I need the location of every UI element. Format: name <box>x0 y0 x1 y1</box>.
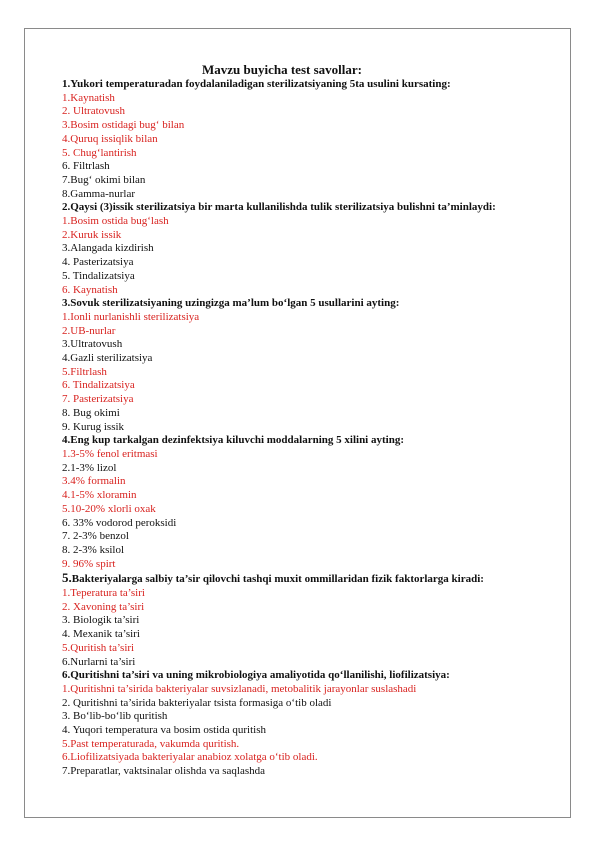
answer-option-correct: 5. Chug‘lantirish <box>62 146 137 159</box>
answer-option: 8. 2-3% ksilol <box>62 543 125 556</box>
answer-option: 4.Gazli sterilizatsiya <box>62 352 153 365</box>
question-number: 2. <box>62 201 71 214</box>
answer-option: 2.1-3% lizol <box>62 461 117 474</box>
answer-option: 7.Bug‘ okimi bilan <box>62 173 146 186</box>
question-6 <box>62 669 562 683</box>
question-list <box>62 78 562 779</box>
answer-option: 8.Gamma-nurlar <box>62 187 135 200</box>
answer-option-correct: 7. Pasterizatsiya <box>62 393 134 406</box>
answer-option: 6. 33% vodorod peroksidi <box>62 516 177 529</box>
question-3 <box>62 297 562 311</box>
answer-option-correct: 1.Teperatura ta’siri <box>62 587 145 600</box>
document-body <box>62 62 562 779</box>
answer-option-correct: 1.Ionli nurlanishli sterilizatsiya <box>62 310 200 323</box>
answer-option: 7. 2-3% benzol <box>62 530 129 543</box>
answer-option: 3.Alangada kizdirish <box>62 242 154 255</box>
answer-option-correct: 5.10-20% xlorli oxak <box>62 502 156 515</box>
answer-option: 5. Tindalizatsiya <box>62 269 135 282</box>
answer-option: 6.Nurlarni ta’siri <box>62 655 136 668</box>
question-text: Bakteriyalarga salbiy ta’sir qilovchi tashqi muxit ommillaridan fizik faktorlarga kiradi: <box>71 573 484 586</box>
answer-option-correct: 2. Xavoning ta’siri <box>62 600 145 613</box>
answer-option-correct: 5.Past temperaturada, vakumda quritish. <box>62 737 240 750</box>
answer-option-correct: 1.Bosim ostida bug‘lash <box>62 215 169 228</box>
question-text: Qaysi (3)issik sterilizatsiya bir marta kullanilishda tulik sterilizatsiya bulishni ta’minlaydi: <box>70 201 496 214</box>
answer-option: 8. Bug okimi <box>62 406 120 419</box>
answer-option-correct: 1.Quritishni ta’sirida bakteriyalar suvsizlanadi, metobalitik jarayonlar suslashadi <box>62 682 417 695</box>
answer-option-correct: 4.1-5% xloramin <box>62 489 137 502</box>
answer-option: 3. Biologik ta’siri <box>62 614 140 627</box>
question-number: 3. <box>62 297 71 310</box>
question-text: Eng kup tarkalgan dezinfektsiya kiluvchi moddalarning 5 xilini ayting: <box>70 434 404 447</box>
question-text: Quritishni ta’siri va uning mikrobiologiya amaliyotida qo‘llanilishi, liofilizatsiya: <box>70 669 450 682</box>
question-4 <box>62 434 562 448</box>
page-title: Mavzu buyicha test savollar: <box>202 62 362 77</box>
question-number: 1. <box>62 78 71 90</box>
answer-option-correct: 2. Ultratovush <box>62 105 125 118</box>
answer-option-correct: 3.4% formalin <box>62 475 126 488</box>
answer-option: 7.Preparatlar, vaktsinalar olishda va saqlashda <box>62 765 265 778</box>
answer-option: 9. Kurug issik <box>62 420 125 433</box>
answer-option-correct: 4.Quruq issiqlik bilan <box>62 132 158 145</box>
answer-option-correct: 2.Kuruk issik <box>62 228 122 241</box>
answer-option-correct: 1.Kaynatish <box>62 91 115 104</box>
answer-option: 6. Filtrlash <box>62 160 110 173</box>
question-number: 5. <box>62 570 72 586</box>
answer-option: 4. Pasterizatsiya <box>62 256 134 269</box>
question-number: 6. <box>62 669 71 682</box>
answer-option-correct: 6. Kaynatish <box>62 283 118 296</box>
question-text: Sovuk sterilizatsiyaning uzingizga ma’lum bo‘lgan 5 usullarini ayting: <box>70 297 400 310</box>
question-1 <box>62 78 562 92</box>
answer-option-correct: 5.Quritish ta’siri <box>62 641 135 654</box>
answer-option-correct: 6.Liofilizatsiyada bakteriyalar anabioz xolatga o‘tib oladi. <box>62 751 318 764</box>
question-5 <box>62 571 562 587</box>
question-text: Yukori temperaturadan foydalaniladigan sterilizatsiyaning 5ta usulini kursating: <box>70 78 451 90</box>
answer-option: 4. Yuqori temperatura va bosim ostida quritish <box>62 724 266 737</box>
answer-option-correct: 5.Filtrlash <box>62 365 107 378</box>
answer-option-correct: 2.UB-nurlar <box>62 324 116 337</box>
answer-option-correct: 3.Bosim ostidagi bug‘ bilan <box>62 119 185 132</box>
answer-option: 2. Quritishni ta’sirida bakteriyalar tsista formasiga o‘tib oladi <box>62 696 332 709</box>
question-number: 4. <box>62 434 71 447</box>
answer-option-correct: 9. 96% spirt <box>62 557 116 570</box>
answer-option-correct: 6. Tindalizatsiya <box>62 379 135 392</box>
question-2 <box>62 201 562 215</box>
answer-option: 4. Mexanik ta’siri <box>62 628 140 641</box>
answer-option: 3. Bo‘lib-bo‘lib quritish <box>62 710 168 723</box>
answer-option: 3.Ultratovush <box>62 338 123 351</box>
answer-option-correct: 1.3-5% fenol eritmasi <box>62 447 158 460</box>
